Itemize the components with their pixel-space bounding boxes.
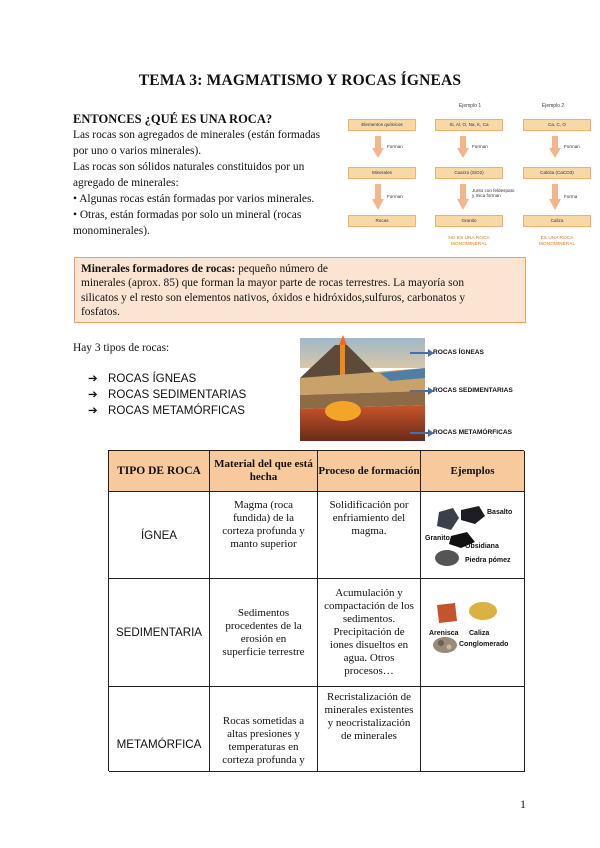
minerals-box-text: fosfatos.: [81, 306, 120, 319]
diagram-note: ES UNA ROCA MONOMINERAL: [538, 236, 576, 247]
intro-line: • Otras, están formadas por solo un mineral (rocas: [73, 209, 302, 221]
intro-line: por uno o varios minerales).: [73, 145, 202, 157]
rock-composition-diagram: [345, 100, 595, 260]
minerals-box-text: silicatos y el resto son elementos nativos, óxidos e hidróxidos,sulfuros, carbonatos y: [81, 291, 466, 304]
volcano-label: ROCAS METAMÓRFICAS: [433, 429, 512, 436]
intro-line: monominerales).: [73, 225, 150, 237]
diagram-box: Si, Al, O, Na, K, Ca: [435, 119, 503, 131]
table-cell-type: SEDIMENTARIA: [109, 579, 210, 687]
diagram-box: Caliza: [523, 215, 591, 227]
rock-types-table: [108, 450, 524, 771]
types-intro: Hay 3 tipos de rocas:: [73, 342, 170, 354]
diagram-arrow-label: Forman: [387, 144, 403, 149]
volcano-label: ROCAS ÍGNEAS: [433, 349, 484, 356]
rock-label: Caliza: [469, 630, 490, 637]
diagram-arrow-label: Forman: [387, 194, 403, 199]
diagram-arrow-label: Forma: [564, 194, 578, 199]
rock-label: Conglomerado: [459, 641, 509, 648]
volcano-label: ROCAS SEDIMENTARIAS: [433, 387, 513, 394]
rock-label: Basalto: [487, 509, 513, 516]
page-title: TEMA 3: MAGMATISMO Y ROCAS ÍGNEAS: [138, 72, 462, 89]
intro-line: agregado de minerales:: [73, 177, 179, 189]
down-arrow-icon: [372, 184, 384, 210]
diagram-note: NO ES UNA ROCA MONOMINERAL: [448, 236, 490, 247]
intro-line: • Algunas rocas están formadas por varios minerales.: [73, 193, 315, 205]
diagram-arrow-label: Forman: [564, 144, 580, 149]
table-cell-material: Rocas sometidas a altas presiones y temperaturas en corteza profunda y: [210, 687, 318, 772]
diagram-box: Elementos químicos: [348, 119, 416, 131]
intro-line: Las rocas son sólidos naturales constituidos por un: [73, 161, 305, 173]
right-arrow-icon: ➔: [88, 372, 98, 385]
diagram-box: Granito: [435, 215, 503, 227]
table-cell-type: ÍGNEA: [109, 492, 210, 579]
section-heading: ENTONCES ¿QUÉ ES UNA ROCA?: [73, 112, 273, 126]
table-cell-examples: [421, 492, 525, 579]
table-cell-process: Solidificación por enfriamiento del magma.: [318, 492, 421, 579]
minerals-box-text: minerales (aprox. 85) que forman la mayor parte de rocas terrestres. La mayoría son: [81, 277, 465, 290]
rock-label: Obsidiana: [465, 543, 499, 550]
page-number: 1: [520, 797, 526, 811]
rock-label: Arenisca: [429, 630, 459, 637]
down-arrow-icon: [372, 136, 384, 158]
down-arrow-icon: [549, 184, 561, 210]
diagram-box: Ca, C, O: [523, 119, 591, 131]
type-list-item: ➔ ROCAS SEDIMENTARIAS: [88, 388, 247, 401]
table-cell-material: Sedimentos procedentes de la erosión en superficie terrestre: [210, 579, 318, 687]
rock-label: Granito: [425, 535, 450, 542]
diagram-arrow-label: Junto con feldespato y mica forman: [472, 188, 515, 199]
diagram-box: Calcita (CaCO3): [523, 167, 591, 179]
type-list-item: ➔ ROCAS METAMÓRFICAS: [88, 404, 245, 417]
table-header: Material del que está hecha: [210, 451, 318, 492]
table-header: Proceso de formación: [318, 451, 421, 492]
table-cell-type: METAMÓRFICA: [109, 687, 210, 772]
table-header: Ejemplos: [421, 451, 525, 492]
intro-line: Las rocas son agregados de minerales (están formadas: [73, 129, 321, 141]
table-header: TIPO DE ROCA: [109, 451, 210, 492]
table-cell-process: Acumulación y compactación de los sedimentos. Precipitación de iones disueltos en agua. Otros procesos…: [318, 579, 421, 687]
table-cell-process: Recristalización de minerales existentes y neocristalización de minerales: [318, 687, 421, 772]
minerals-box-heading: Minerales formadores de rocas:: [81, 263, 236, 275]
down-arrow-icon: [457, 184, 469, 210]
down-arrow-icon: [457, 136, 469, 158]
table-cell-examples: [421, 687, 525, 772]
down-arrow-icon: [549, 136, 561, 158]
right-arrow-icon: ➔: [88, 404, 98, 417]
diagram-column-head: Ejemplo 2: [541, 103, 565, 109]
diagram-box: Minerales: [348, 167, 416, 179]
table-cell-material: Magma (roca fundida) de la corteza profunda y manto superior: [210, 492, 318, 579]
diagram-box: Cuarzo (SiO2): [435, 167, 503, 179]
right-arrow-icon: ➔: [88, 388, 98, 401]
table-cell-examples: [421, 579, 525, 687]
diagram-column-head: Ejemplo 1: [458, 103, 482, 109]
minerals-info-box: [74, 257, 526, 323]
minerals-box-text: pequeño número de: [235, 263, 328, 275]
diagram-box: Rocas: [348, 215, 416, 227]
rock-cycle-illustration: [295, 333, 525, 443]
type-list-item: ➔ ROCAS ÍGNEAS: [88, 372, 197, 385]
rock-label: Piedra pómez: [465, 557, 511, 564]
diagram-arrow-label: Forman: [472, 144, 488, 149]
